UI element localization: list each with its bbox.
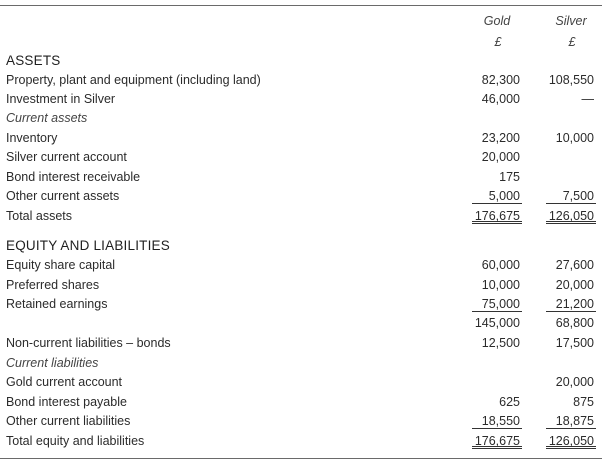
gold-value	[472, 109, 522, 126]
table-row	[0, 276, 602, 295]
gold-value: 5,000	[472, 187, 522, 204]
row-label: Retained earnings	[6, 297, 108, 311]
column-header-gold: Gold	[483, 14, 511, 28]
silver-value	[546, 148, 596, 165]
table-row	[0, 295, 602, 314]
table-row	[0, 314, 602, 333]
table-row	[0, 187, 602, 206]
gold-value: 625	[499, 395, 520, 409]
gold-value: 23,200	[481, 131, 520, 145]
section-heading-row	[0, 236, 602, 255]
silver-value	[546, 236, 596, 253]
gold-value: 175	[499, 170, 520, 184]
column-header-silver: Silver	[555, 14, 587, 28]
table-row	[0, 71, 602, 90]
currency-silver: £	[568, 35, 576, 49]
silver-value: 7,500	[546, 187, 596, 204]
row-label: Non-current liabilities – bonds	[6, 336, 171, 350]
row-label: Inventory	[6, 131, 58, 145]
silver-value: 108,550	[548, 73, 594, 87]
gold-value: 82,300	[481, 73, 520, 87]
row-label: Total assets	[6, 209, 73, 223]
gold-value: 176,675	[472, 207, 522, 224]
table-row	[0, 334, 602, 353]
gold-value: 75,000	[472, 295, 522, 312]
silver-value: 10,000	[555, 131, 594, 145]
silver-value: —	[581, 92, 594, 106]
subheading-row	[0, 354, 602, 373]
table-row	[0, 432, 602, 451]
gold-value: 12,500	[481, 336, 520, 350]
gold-value: 176,675	[472, 432, 522, 449]
row-label: Total equity and liabilities	[6, 434, 145, 448]
section-heading: EQUITY AND LIABILITIES	[6, 238, 170, 253]
row-label: Equity share capital	[6, 258, 116, 272]
table-row	[0, 90, 602, 109]
silver-value: 21,200	[546, 295, 596, 312]
section-heading-row	[0, 51, 602, 70]
gold-value: 60,000	[481, 258, 520, 272]
gold-value	[472, 51, 522, 68]
silver-value: 875	[573, 395, 594, 409]
table-row	[0, 129, 602, 148]
silver-value	[546, 354, 596, 371]
silver-value: 20,000	[555, 278, 594, 292]
silver-value: 17,500	[555, 336, 594, 350]
table-row	[0, 373, 602, 392]
row-label: Property, plant and equipment (including land)	[6, 73, 261, 87]
silver-value	[546, 168, 596, 185]
gold-value: 20,000	[481, 150, 520, 164]
bottom-rule	[0, 458, 602, 459]
gold-value	[472, 373, 522, 390]
silver-value: 126,050	[546, 207, 596, 224]
row-label: Preferred shares	[6, 278, 100, 292]
currency-gold: £	[494, 35, 502, 49]
gold-value	[472, 354, 522, 371]
table-row	[0, 393, 602, 412]
row-label: Bond interest payable	[6, 395, 127, 409]
gold-value: 18,550	[472, 412, 522, 429]
subheading-label: Current liabilities	[6, 356, 99, 370]
silver-value: 126,050	[546, 432, 596, 449]
silver-value: 20,000	[555, 375, 594, 389]
top-rule	[0, 5, 602, 6]
table-row	[0, 168, 602, 187]
silver-value	[546, 51, 596, 68]
row-label: Other current assets	[6, 189, 120, 203]
gold-value: 145,000	[474, 316, 520, 330]
row-label: Silver current account	[6, 150, 127, 164]
subheading-row	[0, 109, 602, 128]
silver-value	[546, 109, 596, 126]
section-heading: ASSETS	[6, 53, 61, 68]
silver-value: 27,600	[555, 258, 594, 272]
row-label: Bond interest receivable	[6, 170, 141, 184]
silver-value: 68,800	[555, 316, 594, 330]
row-label: Gold current account	[6, 375, 123, 389]
row-label: Investment in Silver	[6, 92, 116, 106]
table-row	[0, 207, 602, 226]
silver-value: 18,875	[546, 412, 596, 429]
table-row	[0, 148, 602, 167]
gold-value	[472, 236, 522, 253]
table-row	[0, 256, 602, 275]
row-label: Other current liabilities	[6, 414, 131, 428]
gold-value: 46,000	[481, 92, 520, 106]
subheading-label: Current assets	[6, 111, 88, 125]
table-row	[0, 412, 602, 431]
gold-value: 10,000	[481, 278, 520, 292]
